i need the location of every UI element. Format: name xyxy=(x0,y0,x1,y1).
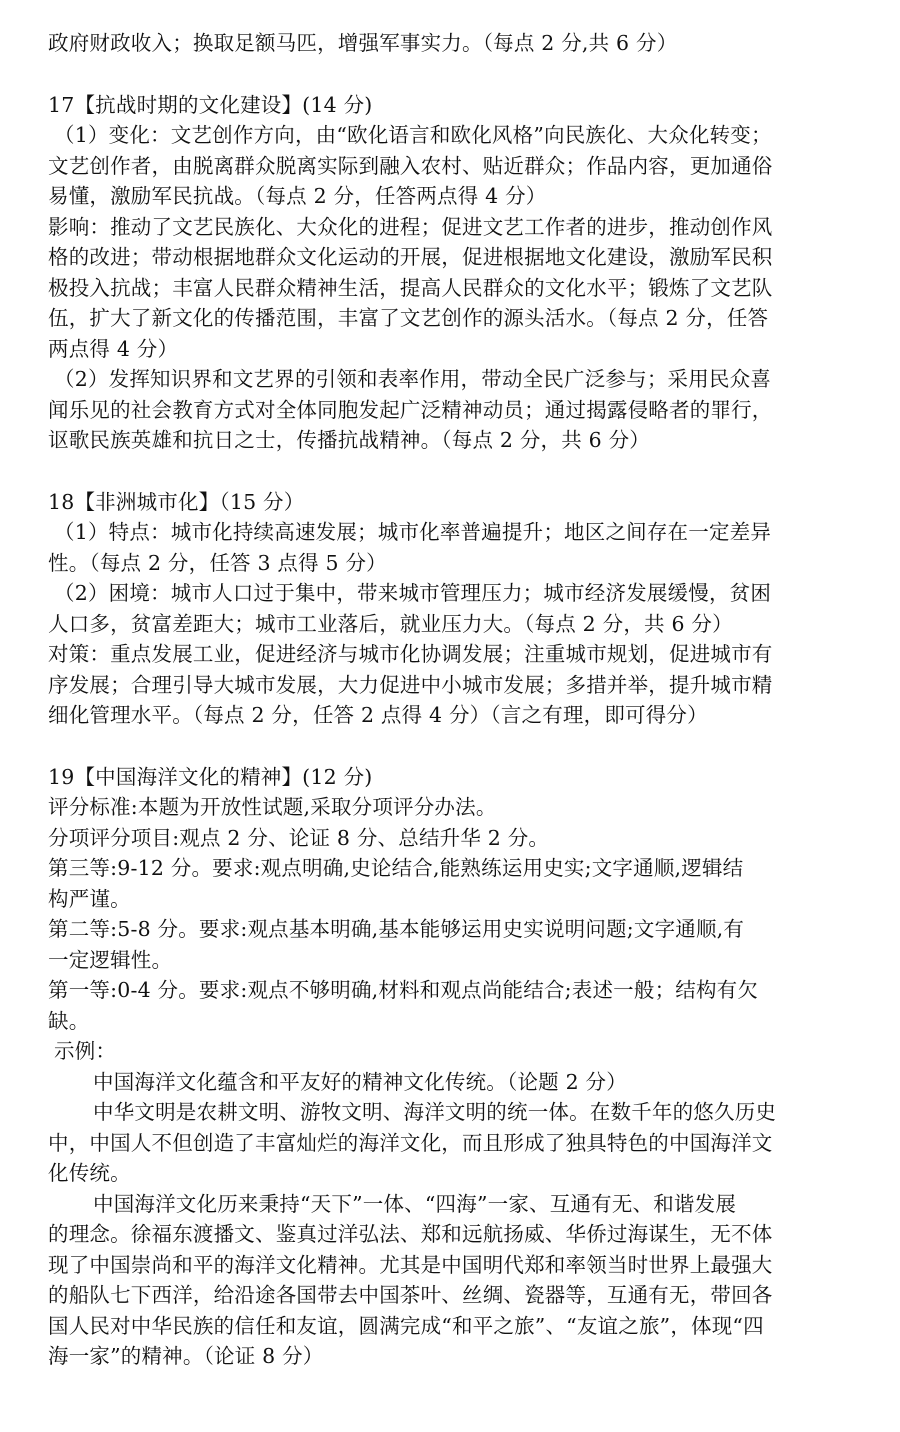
q18-line: 序发展；合理引导大城市发展，大力促进中小城市发展；多措并举，提升城市精 xyxy=(48,672,773,697)
q18-line: 对策：重点发展工业，促进经济与城市化协调发展；注重城市规划，促进城市有 xyxy=(48,642,773,666)
q19-example-line: 中国海洋文化蕴含和平友好的精神文化传统。（论题 2 分） xyxy=(93,1069,627,1094)
q17-line: 闻乐见的社会教育方式对全体同胞发起广泛精神动员；通过揭露侵略者的罪行， xyxy=(48,397,773,422)
q19-example-line: 化传统。 xyxy=(48,1161,131,1185)
q19-example-line: 的理念。徐福东渡播文、鉴真过洋弘法、郑和远航扬威、华侨过海谋生，无不体 xyxy=(48,1222,773,1246)
q18-line: 性。（每点 2 分，任答 3 点得 5 分） xyxy=(48,550,387,575)
q17-line: 易懂，激励军民抗战。（每点 2 分，任答两点得 4 分） xyxy=(48,184,547,208)
q19-line: 第一等:0-4 分。要求:观点不够明确,材料和观点尚能结合;表述一般；结构有欠 xyxy=(48,978,759,1002)
q18-line: 细化管理水平。（每点 2 分，任答 2 点得 4 分）（言之有理，即可得分） xyxy=(48,703,708,727)
q19-example-line: 现了中国崇尚和平的海洋文化精神。尤其是中国明代郑和率领当时世界上最强大 xyxy=(48,1252,773,1277)
q19-example-line: 中华文明是农耕文明、游牧文明、海洋文明的统一体。在数千年的悠久历史 xyxy=(93,1100,777,1124)
document-page xyxy=(48,28,868,1372)
q19-example-line: 中国海洋文化历来秉持“天下”一体、“四海”一家、互通有无、和谐发展 xyxy=(93,1191,737,1216)
q17-line: （1）变化：文艺创作方向，由“欧化语言和欧化风格”向民族化、大众化转变； xyxy=(54,123,772,147)
q17-line: 伍，扩大了新文化的传播范围，丰富了文艺创作的源头活水。（每点 2 分，任答 xyxy=(48,306,769,330)
q17-heading: 17【抗战时期的文化建设】(14 分) xyxy=(48,92,373,117)
paragraph-gap xyxy=(48,456,868,487)
q17-line: 讴歌民族英雄和抗日之士，传播抗战精神。（每点 2 分，共 6 分） xyxy=(48,428,650,452)
q19-example-line: 国人民对中华民族的信任和友谊，圆满完成“和平之旅”、“友谊之旅”，体现“四 xyxy=(48,1313,764,1338)
q19-example-line: 的船队七下西洋，给沿途各国带去中国茶叶、丝绸、瓷器等，互通有无，带回各 xyxy=(48,1283,773,1307)
q17-line: （2）发挥知识界和文艺界的引领和表率作用，带动全民广泛参与；采用民众喜 xyxy=(54,367,772,391)
q19-line: 第二等:5-8 分。要求:观点基本明确,基本能够运用史实说明问题;文字通顺,有 xyxy=(48,917,745,941)
q19-line: 第三等:9-12 分。要求:观点明确,史论结合,能熟练运用史实;文字通顺,逻辑结 xyxy=(48,856,744,880)
paragraph-gap xyxy=(48,59,868,90)
q19-example-line: 中，中国人不但创造了丰富灿烂的海洋文化，而且形成了独具特色的中国海洋文 xyxy=(48,1130,773,1155)
q17-line: 极投入抗战；丰富人民群众精神生活，提高人民群众的文化水平；锻炼了文艺队 xyxy=(48,275,773,300)
q19-heading: 19【中国海洋文化的精神】(12 分) xyxy=(48,764,373,789)
q18-line: （1）特点：城市化持续高速发展；城市化率普遍提升；地区之间存在一定差异 xyxy=(54,520,772,544)
q19-line: 评分标准:本题为开放性试题,采取分项评分办法。 xyxy=(48,795,497,819)
q17-line: 文艺创作者，由脱离群众脱离实际到融入农村、贴近群众；作品内容，更加通俗 xyxy=(48,153,773,178)
q19-line: 构严谨。 xyxy=(48,886,131,911)
text-line: 政府财政收入；换取足额马匹，增强军事实力。（每点 2 分,共 6 分） xyxy=(48,31,678,55)
q17-line: 影响：推动了文艺民族化、大众化的进程；促进文艺工作者的进步，推动创作风 xyxy=(48,214,773,239)
q19-line: 分项评分项目:观点 2 分、论证 8 分、总结升华 2 分。 xyxy=(48,825,550,850)
q19-example-line: 海一家”的精神。（论证 8 分） xyxy=(48,1344,324,1368)
q19-line: 缺。 xyxy=(48,1008,90,1033)
paragraph-gap xyxy=(48,731,868,762)
q19-example-label: 示例： xyxy=(54,1039,117,1063)
q17-line: 两点得 4 分） xyxy=(48,336,179,361)
q18-line: 人口多，贫富差距大；城市工业落后，就业压力大。（每点 2 分，共 6 分） xyxy=(48,611,733,636)
q18-heading: 18【非洲城市化】（15 分） xyxy=(48,489,305,514)
q17-line: 格的改进；带动根据地群众文化运动的开展，促进根据地文化建设，激励军民积 xyxy=(48,245,773,269)
q19-line: 一定逻辑性。 xyxy=(48,947,173,972)
q18-line: （2）困境：城市人口过于集中，带来城市管理压力；城市经济发展缓慢，贫困 xyxy=(54,581,772,605)
